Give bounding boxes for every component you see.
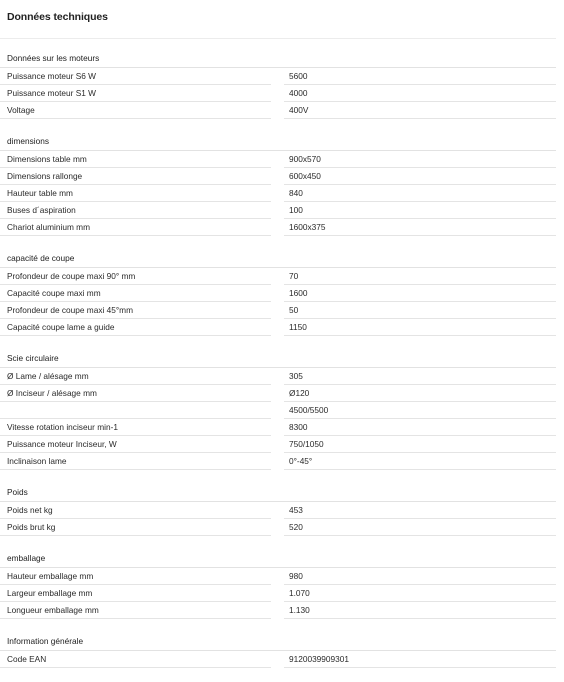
spec-label: Puissance moteur S1 W (0, 85, 271, 102)
spec-gap (271, 185, 284, 202)
spec-gap (271, 268, 284, 285)
spec-value: 1600x375 (284, 219, 556, 236)
spec-label: Puissance moteur S6 W (0, 68, 271, 85)
spec-row (0, 151, 556, 168)
spec-value: 5600 (284, 68, 556, 85)
spec-label: Code EAN (0, 651, 271, 668)
spec-value: 4500/5500 (284, 402, 556, 419)
spec-value: 1150 (284, 319, 556, 336)
spec-label: Capacité coupe lame a guide (0, 319, 271, 336)
spec-row (0, 436, 556, 453)
section-title: Information générale (0, 633, 556, 651)
spec-gap (271, 519, 284, 536)
spec-gap (271, 68, 284, 85)
spec-label: Profondeur de coupe maxi 90° mm (0, 268, 271, 285)
spec-gap (271, 85, 284, 102)
spec-row (0, 319, 556, 336)
spec-row (0, 185, 556, 202)
spec-value: 1.070 (284, 585, 556, 602)
spec-label: Buses d´aspiration (0, 202, 271, 219)
spec-value: Ø120 (284, 385, 556, 402)
section-title: Scie circulaire (0, 350, 556, 368)
spec-row (0, 202, 556, 219)
spec-label: Hauteur table mm (0, 185, 271, 202)
spec-value: 840 (284, 185, 556, 202)
spec-value: 600x450 (284, 168, 556, 185)
spec-value: 50 (284, 302, 556, 319)
spec-row (0, 102, 556, 119)
spec-row (0, 568, 556, 585)
spec-value: 900x570 (284, 151, 556, 168)
spec-label: Vitesse rotation inciseur min-1 (0, 419, 271, 436)
spec-label: Dimensions table mm (0, 151, 271, 168)
section-title: emballage (0, 550, 556, 568)
spec-value: 400V (284, 102, 556, 119)
spec-section (0, 133, 556, 236)
spec-row (0, 68, 556, 85)
spec-section (0, 350, 556, 470)
spec-row (0, 85, 556, 102)
spec-gap (271, 168, 284, 185)
spec-gap (271, 585, 284, 602)
spec-row (0, 285, 556, 302)
spec-row (0, 585, 556, 602)
spec-label: Ø Inciseur / alésage mm (0, 385, 271, 402)
section-title: dimensions (0, 133, 556, 151)
spec-gap (271, 502, 284, 519)
spec-gap (271, 319, 284, 336)
spec-label: Poids brut kg (0, 519, 271, 536)
spec-label: Voltage (0, 102, 271, 119)
spec-value: 453 (284, 502, 556, 519)
spec-label: Poids net kg (0, 502, 271, 519)
section-title: Données sur les moteurs (0, 50, 556, 68)
spec-section (0, 50, 556, 119)
spec-gap (271, 651, 284, 668)
spec-label: Longueur emballage mm (0, 602, 271, 619)
spec-row (0, 453, 556, 470)
spec-gap (271, 568, 284, 585)
spec-value: 100 (284, 202, 556, 219)
spec-row (0, 368, 556, 385)
spec-label: Puissance moteur Inciseur, W (0, 436, 271, 453)
spec-value: 750/1050 (284, 436, 556, 453)
spec-label: Ø Lame / alésage mm (0, 368, 271, 385)
spec-row (0, 168, 556, 185)
spec-gap (271, 419, 284, 436)
spec-row (0, 302, 556, 319)
spec-gap (271, 385, 284, 402)
spec-label: Hauteur emballage mm (0, 568, 271, 585)
spec-value: 1600 (284, 285, 556, 302)
title-divider (0, 38, 556, 39)
section-title: Poids (0, 484, 556, 502)
spec-label: Dimensions rallonge (0, 168, 271, 185)
spec-gap (271, 402, 284, 419)
spec-label (0, 402, 271, 419)
spec-value: 1.130 (284, 602, 556, 619)
spec-label: Profondeur de coupe maxi 45°mm (0, 302, 271, 319)
spec-value: 305 (284, 368, 556, 385)
spec-gap (271, 102, 284, 119)
spec-row (0, 602, 556, 619)
spec-value: 9120039909301 (284, 651, 556, 668)
spec-row (0, 519, 556, 536)
spec-gap (271, 219, 284, 236)
spec-gap (271, 436, 284, 453)
spec-value: 0°-45° (284, 453, 556, 470)
spec-gap (271, 151, 284, 168)
spec-gap (271, 202, 284, 219)
spec-gap (271, 453, 284, 470)
spec-row (0, 651, 556, 668)
spec-row (0, 419, 556, 436)
specs-table (0, 50, 556, 682)
spec-section (0, 250, 556, 336)
spec-label: Largeur emballage mm (0, 585, 271, 602)
spec-row (0, 219, 556, 236)
spec-value: 980 (284, 568, 556, 585)
spec-gap (271, 302, 284, 319)
spec-value: 8300 (284, 419, 556, 436)
section-title: capacité de coupe (0, 250, 556, 268)
page-title: Données techniques (7, 11, 108, 23)
spec-value: 70 (284, 268, 556, 285)
spec-section (0, 550, 556, 619)
spec-gap (271, 285, 284, 302)
spec-row (0, 502, 556, 519)
spec-label: Chariot aluminium mm (0, 219, 271, 236)
spec-value: 4000 (284, 85, 556, 102)
spec-label: Capacité coupe maxi mm (0, 285, 271, 302)
spec-row (0, 268, 556, 285)
spec-gap (271, 602, 284, 619)
spec-label: Inclinaison lame (0, 453, 271, 470)
spec-row (0, 402, 556, 419)
spec-row (0, 385, 556, 402)
spec-section (0, 633, 556, 668)
spec-gap (271, 368, 284, 385)
spec-value: 520 (284, 519, 556, 536)
spec-section (0, 484, 556, 536)
